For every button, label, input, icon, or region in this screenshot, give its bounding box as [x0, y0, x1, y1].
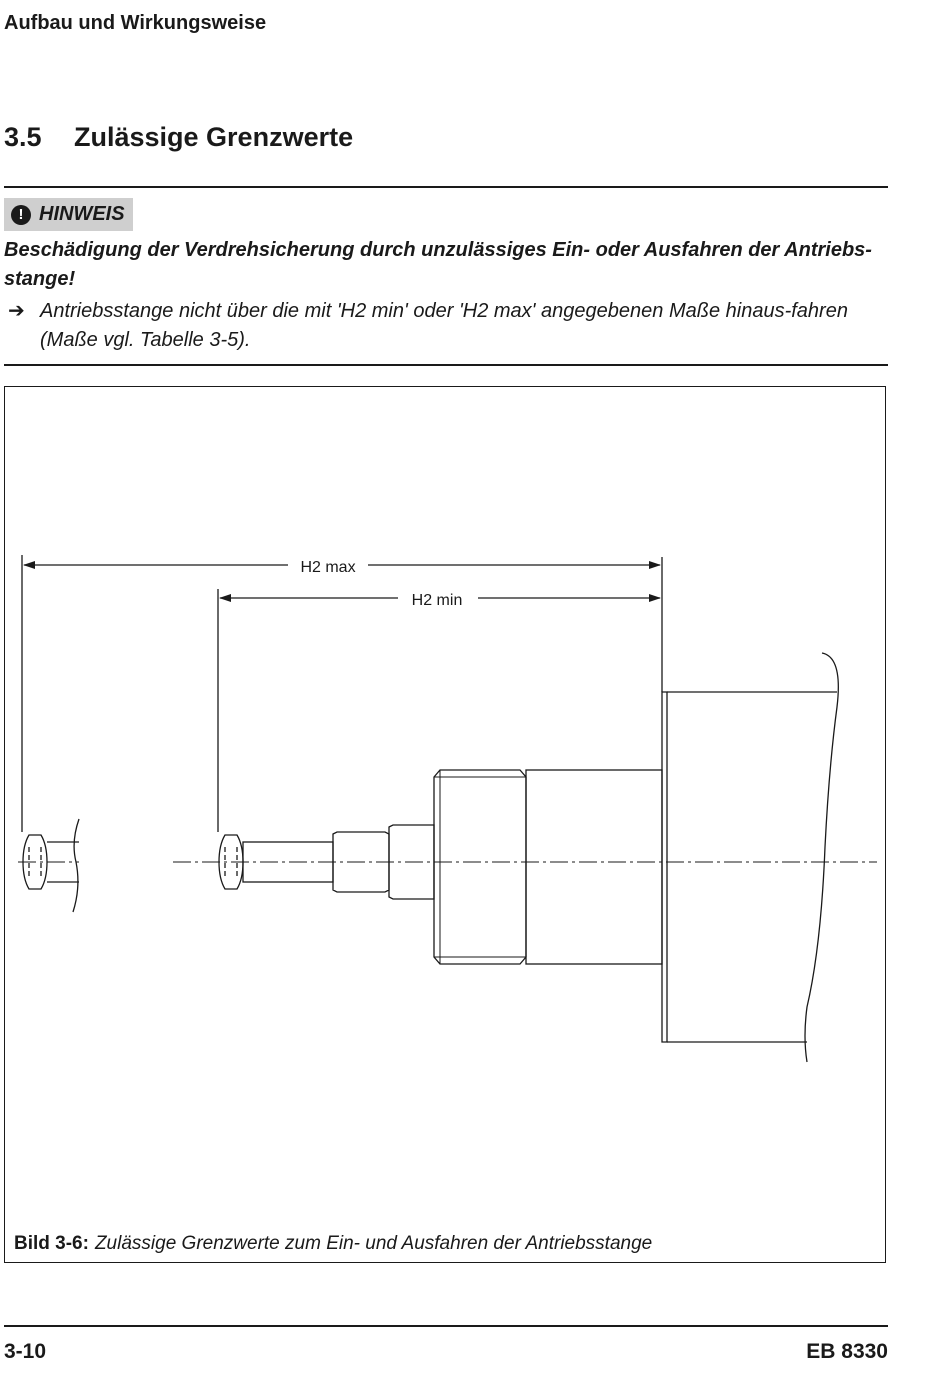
actuator-stem-drawing [5, 387, 885, 1262]
notice-top-rule [4, 186, 888, 188]
h2-max-label: H2 max [300, 559, 356, 576]
exclamation-icon: ! [11, 205, 31, 225]
figure-frame [4, 386, 886, 1263]
notice-title: Beschädigung der Verdrehsicherung durch unzulässiges Ein- oder Ausfahren der Antriebs-stange! [4, 239, 872, 290]
section-number: 3.5 [4, 122, 42, 152]
caption-text: Zulässige Grenzwerte zum Ein- und Ausfahren der Antriebsstange [94, 1233, 653, 1254]
footer-rule [4, 1325, 888, 1327]
arrow-right-icon: ➔ [8, 300, 25, 322]
document-id: EB 8330 [806, 1340, 888, 1363]
caption-label: Bild 3-6: [14, 1233, 89, 1254]
notice-label: HINWEIS [39, 203, 125, 225]
stem-end-extended [23, 819, 79, 912]
stem-profile [219, 653, 838, 1062]
notice-badge [4, 198, 133, 231]
page-number: 3-10 [4, 1340, 47, 1363]
notice-bottom-rule [4, 364, 888, 366]
section-heading [4, 122, 353, 153]
notice-instruction-text: Antriebsstange nicht über die mit 'H2 min' oder 'H2 max' angegebenen Maße hinaus-fahren (Maße vgl. Tabelle 3-5). [40, 300, 848, 351]
running-header: Aufbau und Wirkungsweise [4, 12, 267, 34]
h2-min-label: H2 min [411, 592, 463, 609]
notice-instruction [4, 297, 874, 355]
figure-caption [14, 1233, 652, 1255]
section-title: Zulässige Grenzwerte [74, 122, 354, 152]
